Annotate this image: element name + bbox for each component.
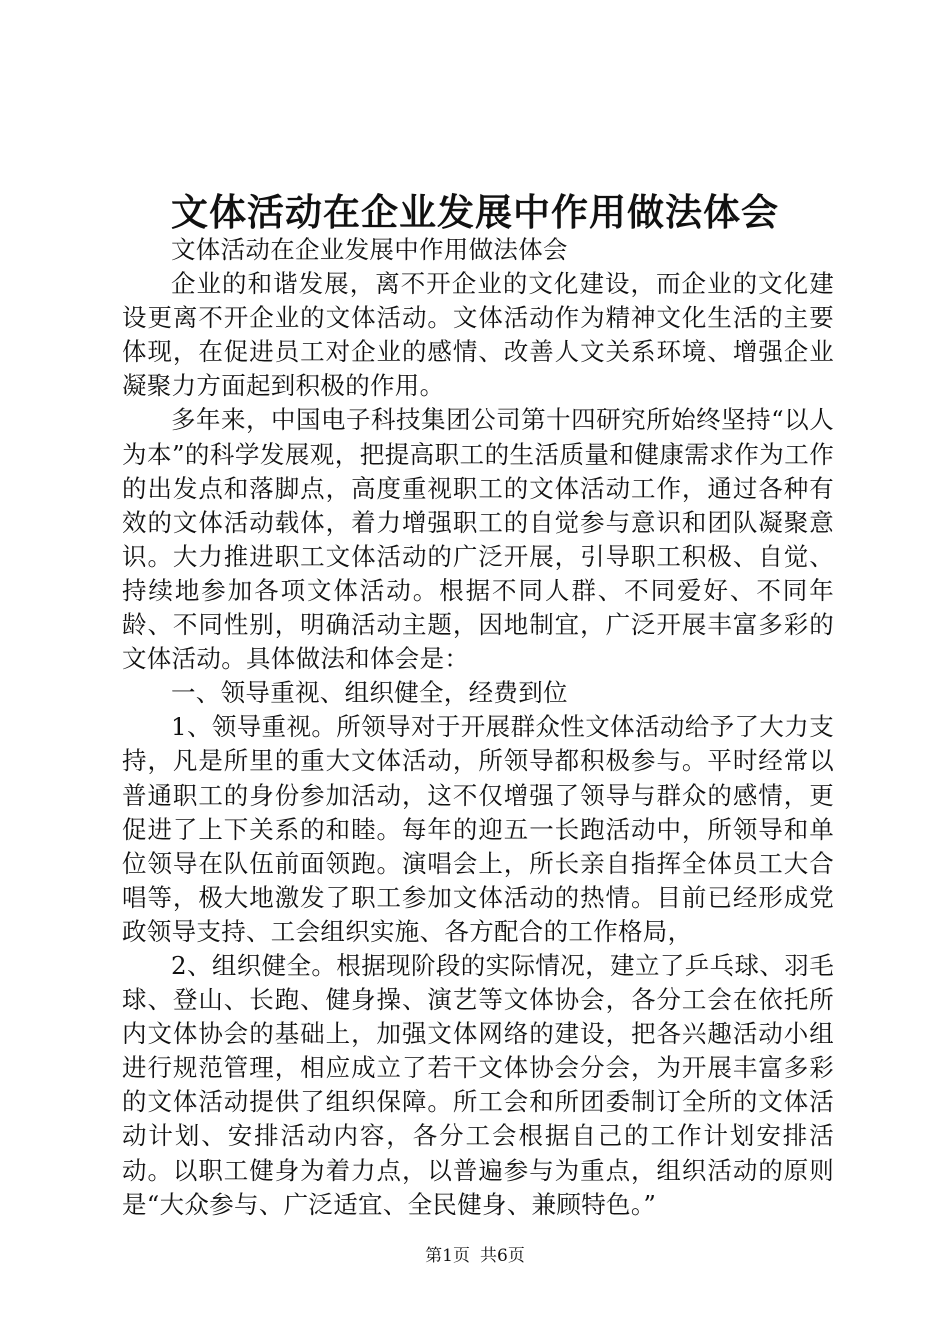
- paragraph-intro: 企业的和谐发展，离不开企业的文化建设，而企业的文化建设更离不开企业的文体活动。文体活动作为精神文化生活的主要体现，在促进员工对企业的感情、改善人文关系环境、增强企业凝聚力方面起到积极的作用。: [122, 269, 834, 401]
- paragraph-background: 多年来，中国电子科技集团公司第十四研究所始终坚持“以人为本”的科学发展观，把提高职工的生活质量和健康需求作为工作的出发点和落脚点，高度重视职工的文体活动工作，通过各种有效的文体活动载体，着力增强职工的自觉参与意识和团队凝聚意识。大力推进职工文体活动的广泛开展，引导职工积极、自觉、持续地参加各项文体活动。根据不同人群、不同爱好、不同年龄、不同性别，明确活动主题，因地制宜，广泛开展丰富多彩的文体活动。具体做法和体会是：: [122, 405, 834, 674]
- document-body: [122, 233, 834, 1222]
- paragraph-organization: 2、组织健全。根据现阶段的实际情况，建立了乒乓球、羽毛球、登山、长跑、健身操、演艺等文体协会，各分工会在依托所内文体协会的基础上，加强文体网络的建设，把各兴趣活动小组进行规范管理，相应成立了若干文体协会分会，为开展丰富多彩的文体活动提供了组织保障。所工会和所团委制订全所的文体活动计划、安排活动内容，各分工会根据自己的工作计划安排活动。以职工健身为着力点，以普遍参与为重点，组织活动的原则是“大众参与、广泛适宜、全民健身、兼顾特色。”: [122, 950, 834, 1219]
- page-footer: [0, 1241, 950, 1266]
- page-number: 第1页: [425, 1246, 470, 1266]
- paragraph-subtitle: 文体活动在企业发展中作用做法体会: [171, 235, 568, 264]
- page-total: 共6页: [480, 1246, 525, 1266]
- document-title: 文体活动在企业发展中作用做法体会: [171, 190, 779, 234]
- paragraph-leadership: 1、领导重视。所领导对于开展群众性文体活动给予了大力支持，凡是所里的重大文体活动，所领导都积极参与。平时经常以普通职工的身份参加活动，这不仅增强了领导与群众的感情，更促进了上下关系的和睦。每年的迎五一长跑活动中，所领导和单位领导在队伍前面领跑。演唱会上，所长亲自指挥全体员工大合唱等，极大地激发了职工参加文体活动的热情。目前已经形成党政领导支持、工会组织实施、各方配合的工作格局，: [122, 712, 834, 946]
- section-heading: 一、领导重视、组织健全，经费到位: [171, 678, 568, 708]
